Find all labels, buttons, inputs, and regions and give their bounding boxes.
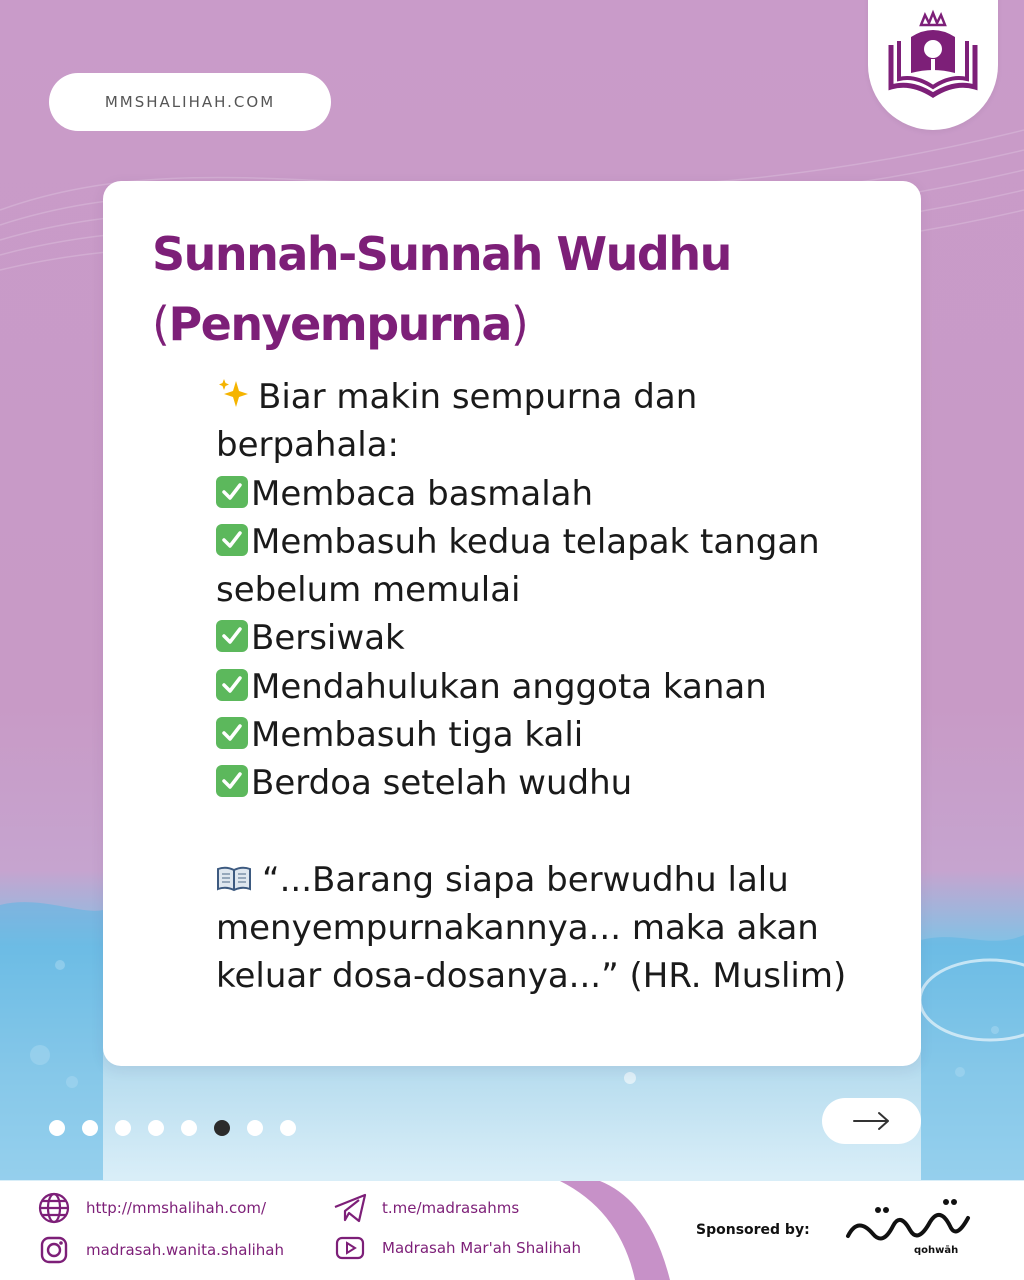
madrasah-crown-book-logo-icon xyxy=(881,7,985,103)
open-book-icon xyxy=(216,865,252,893)
intro-text-1: Biar makin sempurna dan xyxy=(258,377,698,417)
footer-website-text: http://mmshalihah.com/ xyxy=(86,1199,267,1217)
check-mark-icon xyxy=(216,524,248,556)
list-item xyxy=(216,614,876,662)
content-card xyxy=(103,181,921,1066)
site-url-pill[interactable] xyxy=(49,73,331,131)
list-item-label: Mendahulukan anggota kanan xyxy=(251,666,767,707)
quote-line xyxy=(216,856,876,904)
footer-website-link[interactable] xyxy=(36,1190,266,1226)
arrow-right-icon xyxy=(852,1111,892,1131)
title-line-2: Penyempurna xyxy=(168,297,511,351)
pagination-dot[interactable] xyxy=(181,1120,197,1136)
pagination-dot[interactable] xyxy=(148,1120,164,1136)
title-paren-close: ) xyxy=(510,297,528,351)
sponsor-name: qohwāh xyxy=(914,1245,959,1256)
site-url-label: MMSHALIHAH.COM xyxy=(104,93,276,111)
list-item-continuation: sebelum memulai xyxy=(216,570,521,611)
check-mark-icon xyxy=(216,476,248,508)
title-paren-open: ( xyxy=(152,297,169,351)
intro-text-2: berpahala: xyxy=(216,425,400,466)
instagram-icon xyxy=(36,1232,72,1268)
check-mark-icon xyxy=(216,669,248,701)
quote-text-1: “...Barang siapa berwudhu lalu xyxy=(262,859,789,900)
check-mark-icon xyxy=(216,717,248,749)
footer-youtube-link[interactable] xyxy=(332,1230,581,1266)
list-item-label: Membasuh tiga kali xyxy=(251,715,584,756)
spacer xyxy=(216,808,876,856)
check-mark-icon xyxy=(216,620,248,652)
pagination-dot[interactable] xyxy=(214,1120,230,1136)
pagination-dot[interactable] xyxy=(280,1120,296,1136)
carousel-pagination xyxy=(49,1120,296,1136)
sponsored-by-label: Sponsored by: xyxy=(696,1222,810,1238)
list-item-label: Berdoa setelah wudhu xyxy=(251,763,633,804)
intro-line xyxy=(216,373,876,421)
globe-icon xyxy=(36,1190,72,1226)
brand-logo[interactable] xyxy=(868,0,998,130)
list-item xyxy=(216,470,876,518)
quote-text-3: keluar dosa-dosanya...” (HR. Muslim) xyxy=(216,956,847,997)
list-item-label: Bersiwak xyxy=(251,618,405,659)
card-body xyxy=(216,373,876,1001)
pagination-dot[interactable] xyxy=(247,1120,263,1136)
footer-instagram-text: madrasah.wanita.shalihah xyxy=(86,1241,284,1259)
footer-youtube-text: Madrasah Mar'ah Shalihah xyxy=(382,1239,581,1257)
list-item-label: Membaca basmalah xyxy=(251,473,594,514)
pagination-dot[interactable] xyxy=(82,1120,98,1136)
footer-telegram-link[interactable] xyxy=(332,1190,519,1226)
footer-telegram-text: t.me/madrasahms xyxy=(382,1199,520,1217)
list-item xyxy=(216,663,876,711)
telegram-icon xyxy=(332,1190,368,1226)
title-line-1: Sunnah-Sunnah Wudhu xyxy=(152,227,731,281)
sparkles-icon xyxy=(216,377,250,411)
list-item xyxy=(216,518,876,566)
page-title xyxy=(152,219,872,359)
footer-instagram-link[interactable] xyxy=(36,1232,284,1268)
list-item xyxy=(216,759,876,807)
pagination-dot[interactable] xyxy=(115,1120,131,1136)
pagination-dot[interactable] xyxy=(49,1120,65,1136)
list-item xyxy=(216,711,876,759)
next-slide-button[interactable] xyxy=(822,1098,921,1144)
list-item-label: Membasuh kedua telapak tangan xyxy=(251,521,820,562)
quote-text-2: menyempurnakannya... maka akan xyxy=(216,907,819,948)
youtube-icon xyxy=(332,1230,368,1266)
check-mark-icon xyxy=(216,765,248,797)
